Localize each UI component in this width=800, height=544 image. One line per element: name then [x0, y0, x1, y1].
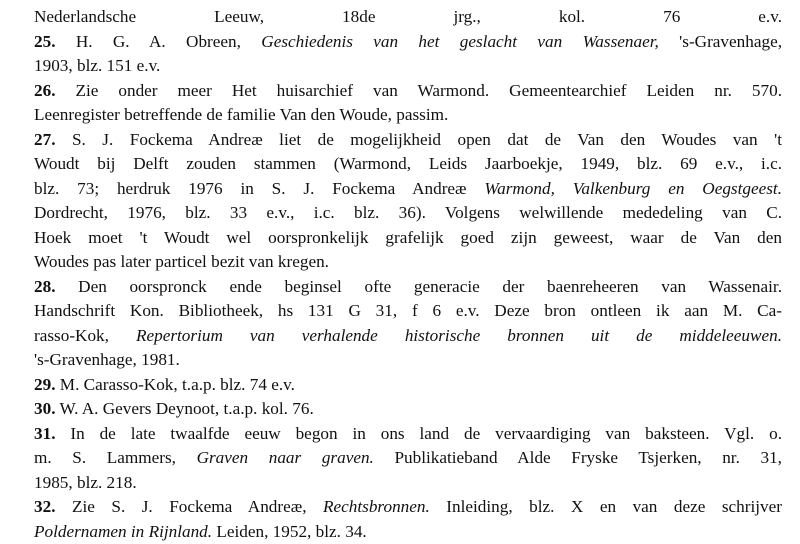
italic-title: Geschiedenis van het geslacht van Wassenaer, [261, 31, 659, 51]
text-line: 1903, blz. 151 e.v. [34, 56, 161, 75]
footnote-30: 30. W. A. Gevers Deynoot, t.a.p. kol. 76. [34, 399, 314, 418]
footnote-number: 30. [34, 399, 56, 418]
text-line: Leenregister betreffende de familie Van den Woude, passim. [34, 105, 449, 124]
text-line: rasso-Kok, Repertorium van verhalende historische bronnen uit de middeleeuwen. [34, 325, 782, 345]
text-line: Woudt bij Delft zouden stammen (Warmond, Leids Jaarboekje, 1949, blz. 69 e.v., i.c. [34, 154, 782, 173]
footnote-number: 27. [34, 129, 56, 149]
text-line: Hoek moet 't Woudt wel oorspronkelijk grafelijk goed zijn geweest, waar de Van den [34, 227, 782, 247]
text-line: Nederlandsche Leeuw, 18de jrg., kol. 76 e.v. [34, 7, 782, 26]
footnote-26: 26. Zie onder meer Het huisarchief van Warmond. Gemeentearchief Leiden nr. 570. [34, 80, 782, 100]
footnote-number: 29. [34, 374, 56, 394]
text-line: blz. 73; herdruk 1976 in S. J. Fockema Andreæ Warmond, Valkenburg en Oegstgeest. [34, 178, 782, 198]
footnotes-block [34, 5, 782, 544]
text-line: 's-Gravenhage, 1981. [34, 350, 180, 369]
italic-title: Repertorium van verhalende historische bronnen uit de middeleeuwen. [135, 325, 782, 345]
text-line: Dordrecht, 1976, blz. 33 e.v., i.c. blz. 36). Volgens welwillende mededeling van C. [34, 203, 782, 222]
footnote-31: 31. In de late twaalfde eeuw begon in ons land de vervaardiging van baksteen. Vgl. o. [34, 423, 782, 443]
text-line: m. S. Lammers, Graven naar graven. Publikatieband Alde Fryske Tsjerken, nr. 31, [34, 448, 782, 467]
footnote-28: 28. Den oorspronck ende beginsel ofte generacie der baenreheeren van Wassenair. [34, 276, 782, 296]
italic-title: Graven naar graven. [196, 448, 374, 467]
text-line: Handschrift Kon. Bibliotheek, hs 131 G 31, f 6 e.v. Deze bron ontleen ik aan M. Ca- [34, 301, 782, 320]
footnote-32: 32. Zie S. J. Fockema Andreæ, Rechtsbronnen. Inleiding, blz. X en van deze schrijver [34, 497, 782, 516]
italic-title: Rechtsbronnen. [323, 497, 430, 516]
text-line: 1985, blz. 218. [34, 472, 137, 492]
footnote-number: 25. [34, 31, 56, 51]
text-line: Woudes pas later particel bezit van kregen. [34, 252, 329, 271]
footnote-27: 27. S. J. Fockema Andreæ liet de mogelijkheid open dat de Van den Woudes van 't [34, 129, 782, 149]
footnote-number: 32. [34, 497, 56, 516]
italic-title: Warmond, Valkenburg en Oegstgeest. [484, 178, 782, 198]
footnote-number: 31. [34, 423, 56, 443]
footnote-29: 29. M. Carasso-Kok, t.a.p. blz. 74 e.v. [34, 374, 295, 394]
text-line: Poldernamen in Rijnland. Leiden, 1952, blz. 34. [34, 521, 367, 541]
footnote-number: 28. [34, 276, 56, 296]
footnote-25: 25. H. G. A. Obreen, Geschiedenis van het geslacht van Wassenaer, 's-Gravenhage, [34, 31, 782, 51]
italic-title: Poldernamen in Rijnland. [34, 521, 213, 541]
footnote-number: 26. [34, 80, 56, 100]
